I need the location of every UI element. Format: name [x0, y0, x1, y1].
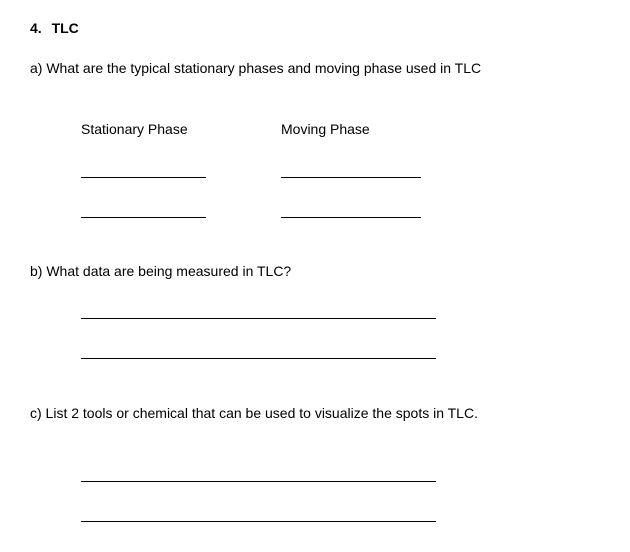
answer-blank-stationary-1[interactable]: [81, 177, 206, 178]
question-a: a) What are the typical stationary phases and moving phase used in TLC: [30, 60, 482, 76]
answer-blank-moving-2[interactable]: [281, 217, 421, 218]
section-heading: [30, 20, 79, 36]
answer-blank-b-2[interactable]: [81, 358, 436, 359]
answer-blank-c-1[interactable]: [81, 481, 436, 482]
question-b: b) What data are being measured in TLC?: [30, 263, 292, 279]
section-title: TLC: [51, 20, 79, 36]
answer-blank-b-1[interactable]: [81, 318, 436, 319]
column-header-moving-phase: Moving Phase: [281, 121, 370, 137]
answer-blank-moving-1[interactable]: [281, 177, 421, 178]
question-c: c) List 2 tools or chemical that can be used to visualize the spots in TLC.: [30, 405, 478, 421]
answer-blank-c-2[interactable]: [81, 521, 436, 522]
section-number: 4.: [30, 20, 42, 36]
answer-blank-stationary-2[interactable]: [81, 217, 206, 218]
column-header-stationary-phase: Stationary Phase: [81, 121, 188, 137]
